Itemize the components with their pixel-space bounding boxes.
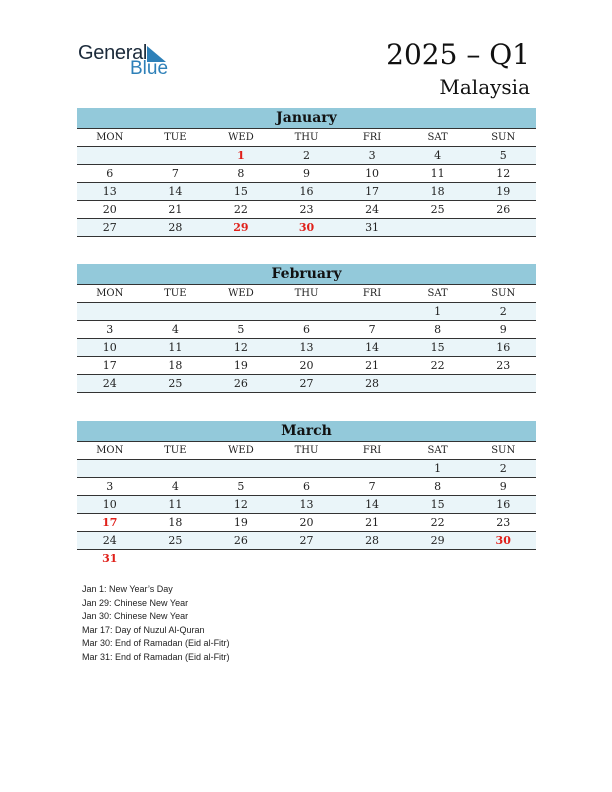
month-title: March [77,421,536,442]
calendar-day: 21 [365,516,380,529]
weekday-label: MON [96,445,124,456]
calendar-day: 1 [434,305,442,318]
calendar-day: 11 [430,167,445,180]
calendar-day: 9 [302,167,310,180]
calendar-day: 18 [168,359,183,372]
holiday-date: 30 [495,534,511,547]
week-row [77,375,536,393]
week-row [77,514,536,532]
calendar-day: 13 [102,185,117,198]
calendar-day: 5 [237,323,245,336]
logo-general-text: General [78,42,148,64]
weekday-label: THU [294,288,319,299]
calendar-day [274,460,340,477]
holiday-date: 29 [233,221,249,234]
weekday-label: MON [96,288,124,299]
calendar-day [470,550,536,567]
calendar-day: 26 [496,203,511,216]
calendar-day: 24 [365,203,380,216]
month-february [77,264,536,393]
calendar-day: 22 [430,359,445,372]
week-row [77,357,536,375]
calendar-day: 11 [168,498,183,511]
weekday-label: SUN [491,288,516,299]
calendar-day: 7 [368,323,376,336]
weekday-label: TUE [164,445,187,456]
calendar-day: 6 [302,323,310,336]
calendar-day: 13 [299,498,314,511]
calendar-day: 14 [365,498,380,511]
calendar-day: 20 [299,359,314,372]
holiday-notes [82,583,230,665]
week-row [77,183,536,201]
calendar-day: 23 [496,516,511,529]
calendar-day [339,550,405,567]
calendar-day: 11 [168,341,183,354]
calendar-day: 22 [430,516,445,529]
calendar-day [208,303,274,320]
weekday-label: THU [294,132,319,143]
calendar-day: 5 [237,480,245,493]
holiday-note: Jan 29: Chinese New Year [82,597,189,608]
calendar-day: 19 [233,359,248,372]
calendar-day: 1 [434,462,442,475]
calendar-day: 4 [171,480,179,493]
calendar-day: 3 [106,480,114,493]
weekday-label: TUE [164,288,187,299]
calendar-day: 25 [168,377,183,390]
calendar-day: 28 [365,377,380,390]
calendar-day: 4 [434,149,442,162]
calendar-day: 27 [299,377,314,390]
week-row [77,201,536,219]
calendar-day: 20 [102,203,117,216]
calendar-day: 10 [102,498,117,511]
week-row [77,478,536,496]
calendar-day: 5 [499,149,507,162]
week-row [77,303,536,321]
logo-blue-text: Blue [130,58,169,79]
weekday-label: FRI [362,132,382,143]
weekday-label: SAT [427,132,448,143]
calendar-day: 20 [299,516,314,529]
calendar-day: 18 [168,516,183,529]
holiday-note: Mar 31: End of Ramadan (Eid al-Fitr) [82,651,230,662]
holiday-date: 31 [102,552,118,565]
calendar-day [77,460,143,477]
calendar-day: 12 [233,498,248,511]
calendar-day: 6 [302,480,310,493]
calendar-day: 8 [434,480,442,493]
weekday-label: THU [294,445,319,456]
week-row [77,165,536,183]
calendar-day [77,303,143,320]
holiday-note: Jan 1: New Year’s Day [82,584,173,594]
calendar-day: 3 [368,149,376,162]
weekday-label: SAT [427,288,448,299]
calendar-day: 21 [168,203,183,216]
calendar-day: 2 [499,305,507,318]
calendar-day: 17 [102,359,117,372]
month-title: February [77,264,536,285]
calendar-day: 14 [365,341,380,354]
weekday-label: SAT [427,445,448,456]
calendar-day: 7 [368,480,376,493]
calendar-day [405,375,471,392]
calendar-day: 16 [299,185,314,198]
week-row [77,219,536,237]
calendar-day: 27 [299,534,314,547]
calendar-day [470,219,536,236]
calendar-day: 2 [302,149,310,162]
weekday-header-row [77,129,536,147]
calendar-day: 15 [430,341,445,354]
month-march [77,421,536,567]
calendar-day: 23 [299,203,314,216]
calendar-day [143,147,209,164]
weekday-label: TUE [164,132,187,143]
calendar-day: 17 [365,185,380,198]
calendar-day [77,147,143,164]
calendar-day [470,375,536,392]
calendar-day: 7 [171,167,179,180]
calendar-day: 8 [237,167,245,180]
holiday-note: Mar 30: End of Ramadan (Eid al-Fitr) [82,638,230,649]
calendar-day: 2 [499,462,507,475]
holiday-date: 30 [298,221,315,234]
week-row [77,460,536,478]
calendar-day: 27 [102,221,117,234]
calendar-day: 15 [430,498,445,511]
week-row [77,339,536,357]
holiday-date: 1 [237,149,245,162]
calendar-day: 14 [168,185,183,198]
page-title: 2025 – Q1 [386,38,530,71]
calendar-day: 16 [496,341,511,354]
calendar-day: 16 [496,498,511,511]
calendar-day: 22 [233,203,248,216]
calendar-day: 10 [365,167,380,180]
calendar-day: 28 [168,221,183,234]
calendar-day [274,303,340,320]
weekday-label: MON [96,132,124,143]
weekday-header-row [77,442,536,460]
calendar-day [405,550,471,567]
calendar-day: 23 [496,359,511,372]
calendar-day: 25 [168,534,183,547]
calendar-day: 26 [233,377,248,390]
weekday-label: WED [228,288,254,299]
weekday-label: WED [228,445,254,456]
week-row [77,532,536,550]
weekday-label: SUN [491,132,516,143]
calendar-day: 15 [233,185,248,198]
calendar-day: 24 [102,534,117,547]
month-january [77,108,536,237]
month-title: January [77,108,536,129]
calendar-day [274,550,340,567]
calendar-day [339,460,405,477]
calendar-day [208,460,274,477]
weekday-label: WED [228,132,254,143]
calendar-day: 12 [233,341,248,354]
holiday-note: Mar 17: Day of Nuzul Al-Quran [82,624,205,635]
calendar-day [143,550,209,567]
calendar-day: 12 [496,167,511,180]
holiday-date: 17 [102,516,118,529]
country-name: Malaysia [439,75,530,99]
week-row [77,496,536,514]
calendar-day [143,303,209,320]
calendar-day: 18 [430,185,445,198]
calendar-day: 28 [365,534,380,547]
calendar-day: 25 [430,203,445,216]
week-row [77,147,536,165]
calendar-day: 26 [233,534,248,547]
calendar-day: 31 [365,221,380,234]
calendar-day: 3 [106,323,114,336]
week-row [77,321,536,339]
calendar-day: 21 [365,359,380,372]
calendar-day [143,460,209,477]
calendar-day: 13 [299,341,314,354]
calendar-day [208,550,274,567]
calendar-day: 19 [233,516,248,529]
calendar-day [405,219,471,236]
weekday-header-row [77,285,536,303]
weekday-label: SUN [491,445,516,456]
calendar-day: 10 [102,341,117,354]
calendar-day: 4 [171,323,179,336]
week-row [77,550,536,567]
calendar-day: 6 [106,167,114,180]
calendar-day [339,303,405,320]
calendar-day: 24 [102,377,117,390]
weekday-label: FRI [362,288,382,299]
generalblue-logo [78,42,188,82]
calendar-day: 19 [496,185,511,198]
weekday-label: FRI [362,445,382,456]
calendar-day: 8 [434,323,442,336]
calendar-day: 29 [430,534,445,547]
holiday-note: Jan 30: Chinese New Year [82,611,189,622]
calendar-day: 9 [499,323,507,336]
calendar-day: 9 [499,480,507,493]
